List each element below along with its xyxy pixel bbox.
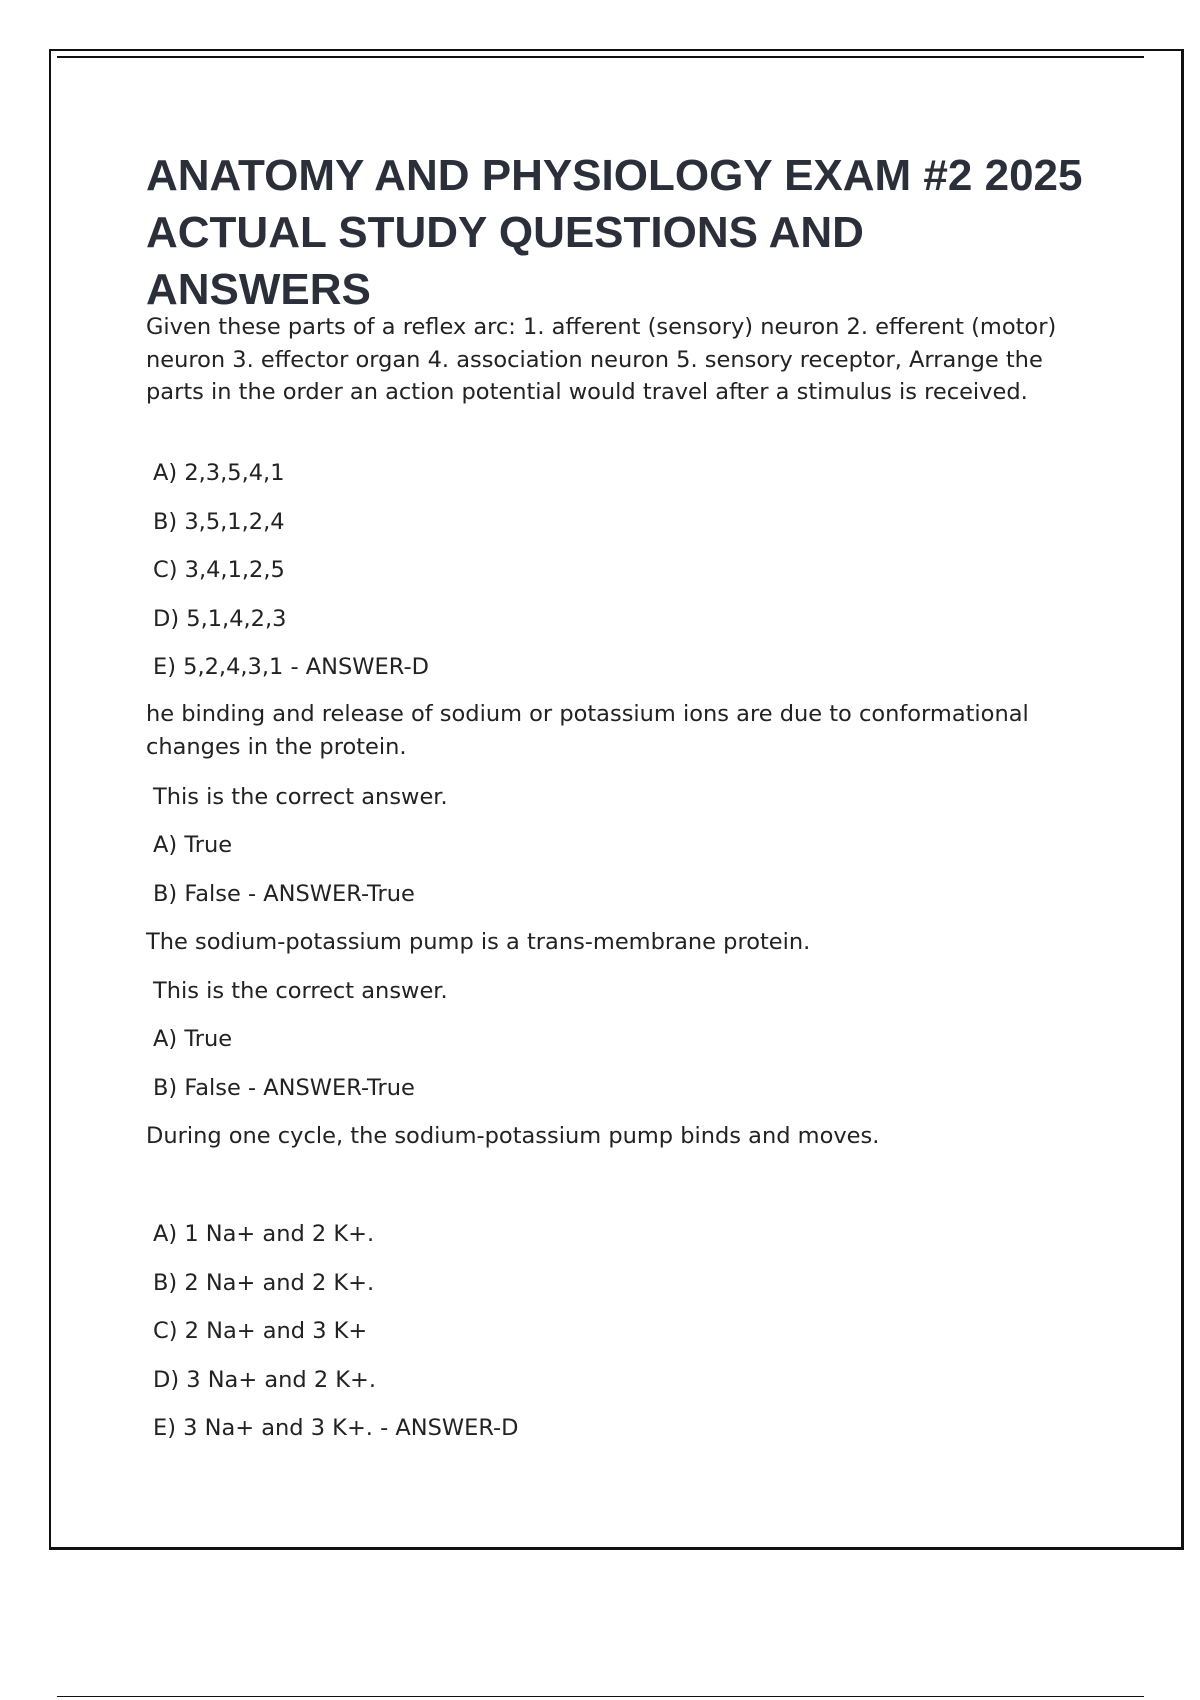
question-1-prompt: Given these parts of a reflex arc: 1. afferent (sensory) neuron 2. efferent (motor) neuron 3. effector organ 4. association neuron 5. sensory receptor, Arrange the parts in the order an action potential would travel after a stimulus is received. — [146, 314, 1057, 405]
question-2-note: This is the correct answer. — [153, 784, 448, 810]
question-3-option-a: A) True — [153, 1026, 233, 1052]
question-1-option-e: E) 5,2,4,3,1 - ANSWER-D — [153, 654, 429, 680]
question-3-note: This is the correct answer. — [153, 978, 448, 1004]
question-4-option-c: C) 2 Na+ and 3 K+ — [153, 1318, 368, 1344]
question-1-option-a: A) 2,3,5,4,1 — [153, 460, 285, 486]
question-4-option-a: A) 1 Na+ and 2 K+. — [153, 1221, 375, 1247]
top-divider — [57, 56, 1144, 58]
question-4-option-e: E) 3 Na+ and 3 K+. - ANSWER-D — [153, 1415, 519, 1441]
question-1-option-b: B) 3,5,1,2,4 — [153, 509, 285, 535]
question-1-option-d: D) 5,1,4,2,3 — [153, 606, 287, 632]
question-3-prompt: The sodium-potassium pump is a trans-membrane protein. — [146, 929, 811, 955]
question-2-option-a: A) True — [153, 832, 233, 858]
question-4-option-b: B) 2 Na+ and 2 K+. — [153, 1270, 375, 1296]
question-2-option-b: B) False - ANSWER-True — [153, 881, 415, 907]
question-2-prompt: he binding and release of sodium or potassium ions are due to conformational changes in the protein. — [146, 701, 1029, 760]
bottom-divider — [57, 1696, 1144, 1697]
question-1-option-c: C) 3,4,1,2,5 — [153, 557, 285, 583]
question-3-option-b: B) False - ANSWER-True — [153, 1075, 415, 1101]
document-title: ANATOMY AND PHYSIOLOGY EXAM #2 2025 ACTUAL STUDY QUESTIONS AND ANSWERS — [146, 151, 1083, 314]
question-4-prompt: During one cycle, the sodium-potassium pump binds and moves. — [146, 1123, 880, 1149]
question-4-option-d: D) 3 Na+ and 2 K+. — [153, 1367, 377, 1393]
